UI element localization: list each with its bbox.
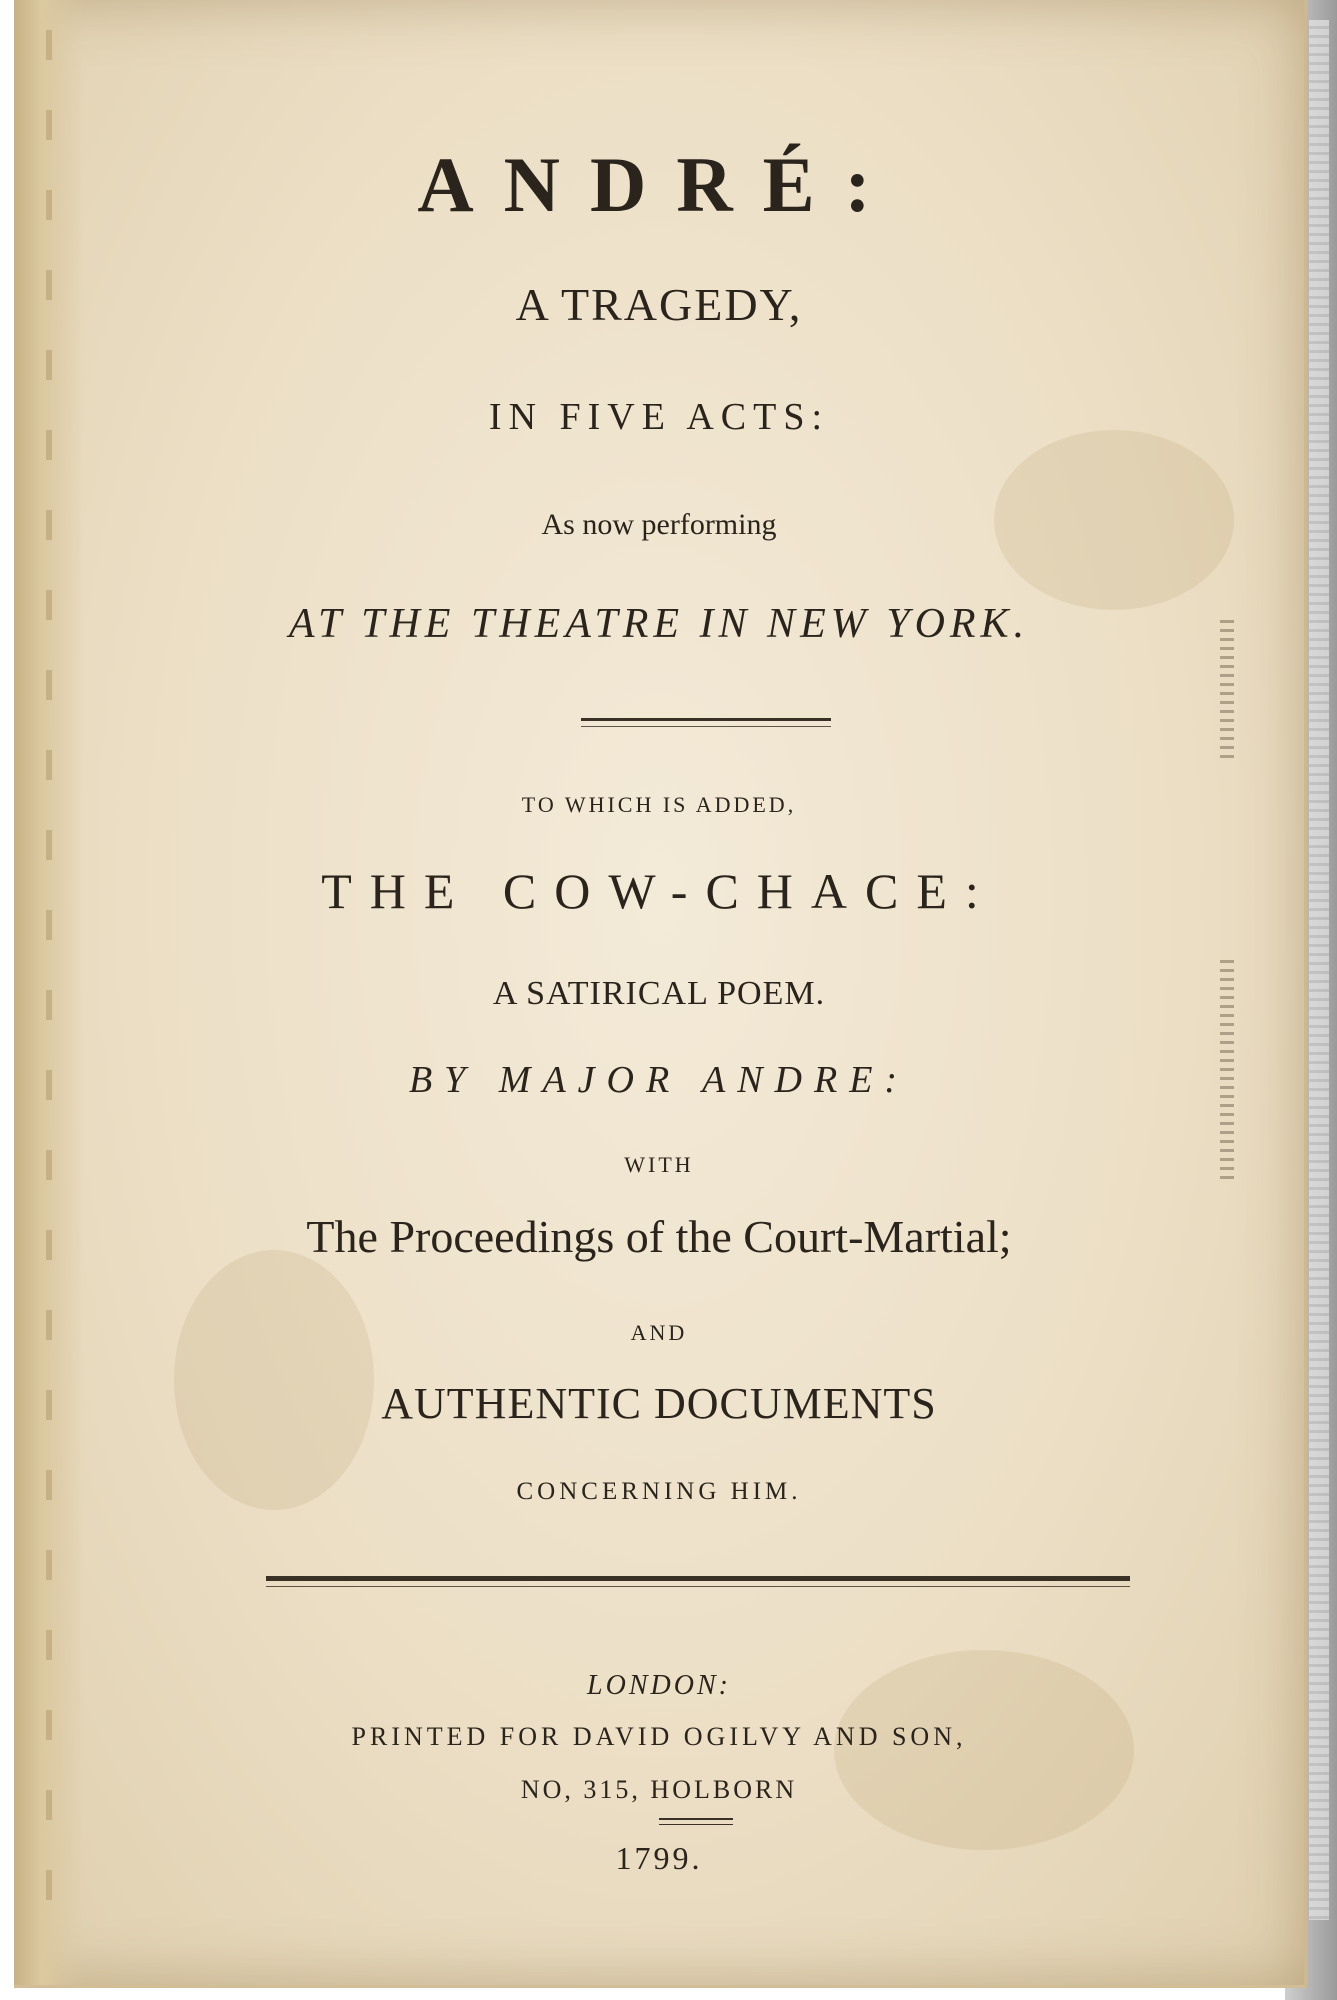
concerning-line: CONCERNING HIM. [516, 1478, 802, 1505]
acts-line: IN FIVE ACTS: [488, 396, 830, 438]
and-line: AND [630, 1320, 688, 1345]
author-line: BY MAJOR ANDRE: [408, 1059, 910, 1101]
divider-rule [659, 1818, 733, 1820]
divider-rule [659, 1824, 733, 1825]
proceedings-line: The Proceedings of the Court-Martial; [306, 1211, 1012, 1262]
performing-line: As now performing [541, 508, 777, 541]
theatre-line: AT THE THEATRE IN NEW YORK. [288, 601, 1030, 647]
scanner-strip [1309, 20, 1329, 1920]
poem-description: A SATIRICAL POEM. [492, 975, 826, 1012]
imprint-printer: PRINTED FOR DAVID OGILVY AND SON, [351, 1722, 967, 1751]
book-subtitle: A TRAGEDY, [515, 279, 803, 330]
imprint-address: NO, 315, HOLBORN [520, 1775, 798, 1804]
divider-rule [581, 726, 831, 727]
added-line: TO WHICH IS ADDED, [521, 792, 797, 817]
with-line: WITH [624, 1152, 694, 1177]
poem-title: THE COW-CHACE: [321, 863, 997, 919]
divider-rule [266, 1576, 1130, 1581]
book-title: ANDRÉ: [417, 141, 901, 228]
imprint-place: LONDON: [587, 1670, 731, 1701]
divider-rule [266, 1586, 1130, 1587]
divider-rule [581, 718, 831, 721]
documents-line: AUTHENTIC DOCUMENTS [381, 1379, 937, 1428]
imprint-year: 1799. [615, 1840, 703, 1876]
title-page [14, 0, 1307, 1988]
